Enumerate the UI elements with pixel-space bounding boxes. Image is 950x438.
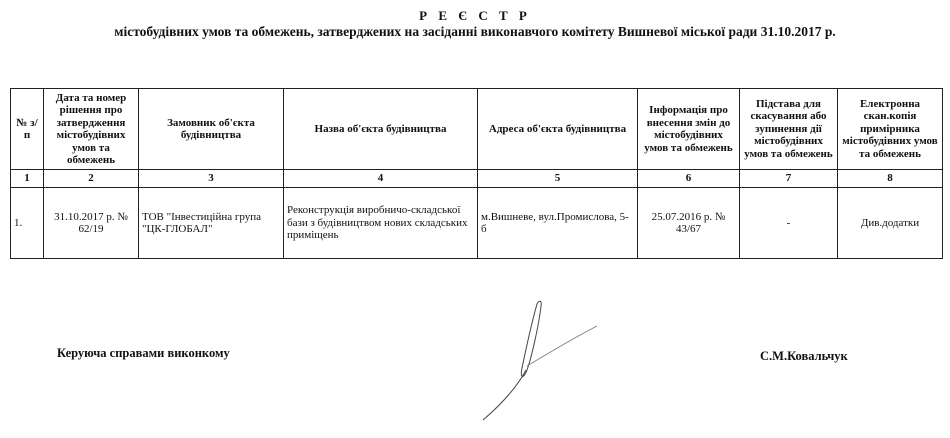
cell-num: 1. xyxy=(11,188,44,259)
column-number: 2 xyxy=(44,170,139,188)
cell-customer: ТОВ "Інвестиційна група "ЦК-ГЛОБАЛ" xyxy=(139,188,284,259)
table-header-row xyxy=(11,89,943,170)
cell-scan-copy: Див.додатки xyxy=(838,188,943,259)
column-header: Замовник об'єкта будівництва xyxy=(139,89,284,170)
column-header: Назва об'єкта будівництва xyxy=(284,89,478,170)
column-header: Електронна скан.копія примірника містобудівних умов та обмежень xyxy=(838,89,943,170)
column-header: № з/п xyxy=(11,89,44,170)
column-number: 4 xyxy=(284,170,478,188)
column-header: Інформація про внесення змін до містобудівних умов та обмежень xyxy=(638,89,740,170)
cell-changes: 25.07.2016 р. № 43/67 xyxy=(638,188,740,259)
column-header: Підстава для скасування або зупинення дії містобудівних умов та обмежень xyxy=(740,89,838,170)
column-number: 5 xyxy=(478,170,638,188)
page-subtitle: містобудівних умов та обмежень, затверджених на засіданні виконавчого комітету Вишневої міської ради 31.10.2017 р. xyxy=(114,24,836,39)
signatory-position: Керуюча справами виконкому xyxy=(57,346,230,360)
column-number: 1 xyxy=(11,170,44,188)
column-number: 3 xyxy=(139,170,284,188)
column-header: Адреса об'єкта будівництва xyxy=(478,89,638,170)
page-title: Р Е Є С Т Р xyxy=(419,8,531,23)
table-row xyxy=(11,188,943,259)
cell-address: м.Вишневе, вул.Промислова, 5-б xyxy=(478,188,638,259)
column-number: 7 xyxy=(740,170,838,188)
cell-cancel-basis: - xyxy=(740,188,838,259)
column-number: 8 xyxy=(838,170,943,188)
column-header: Дата та номер рішення про затвердження містобудівних умов та обмежень xyxy=(44,89,139,170)
signatory-name: С.М.Ковальчук xyxy=(760,349,848,363)
column-number: 6 xyxy=(638,170,740,188)
column-number-row xyxy=(11,170,943,188)
signature xyxy=(475,296,605,426)
cell-object-name: Реконструкція виробничо-складської бази з будівництвом нових складських приміщень xyxy=(284,188,478,259)
cell-decision: 31.10.2017 р. № 62/19 xyxy=(44,188,139,259)
register-table xyxy=(10,88,943,259)
